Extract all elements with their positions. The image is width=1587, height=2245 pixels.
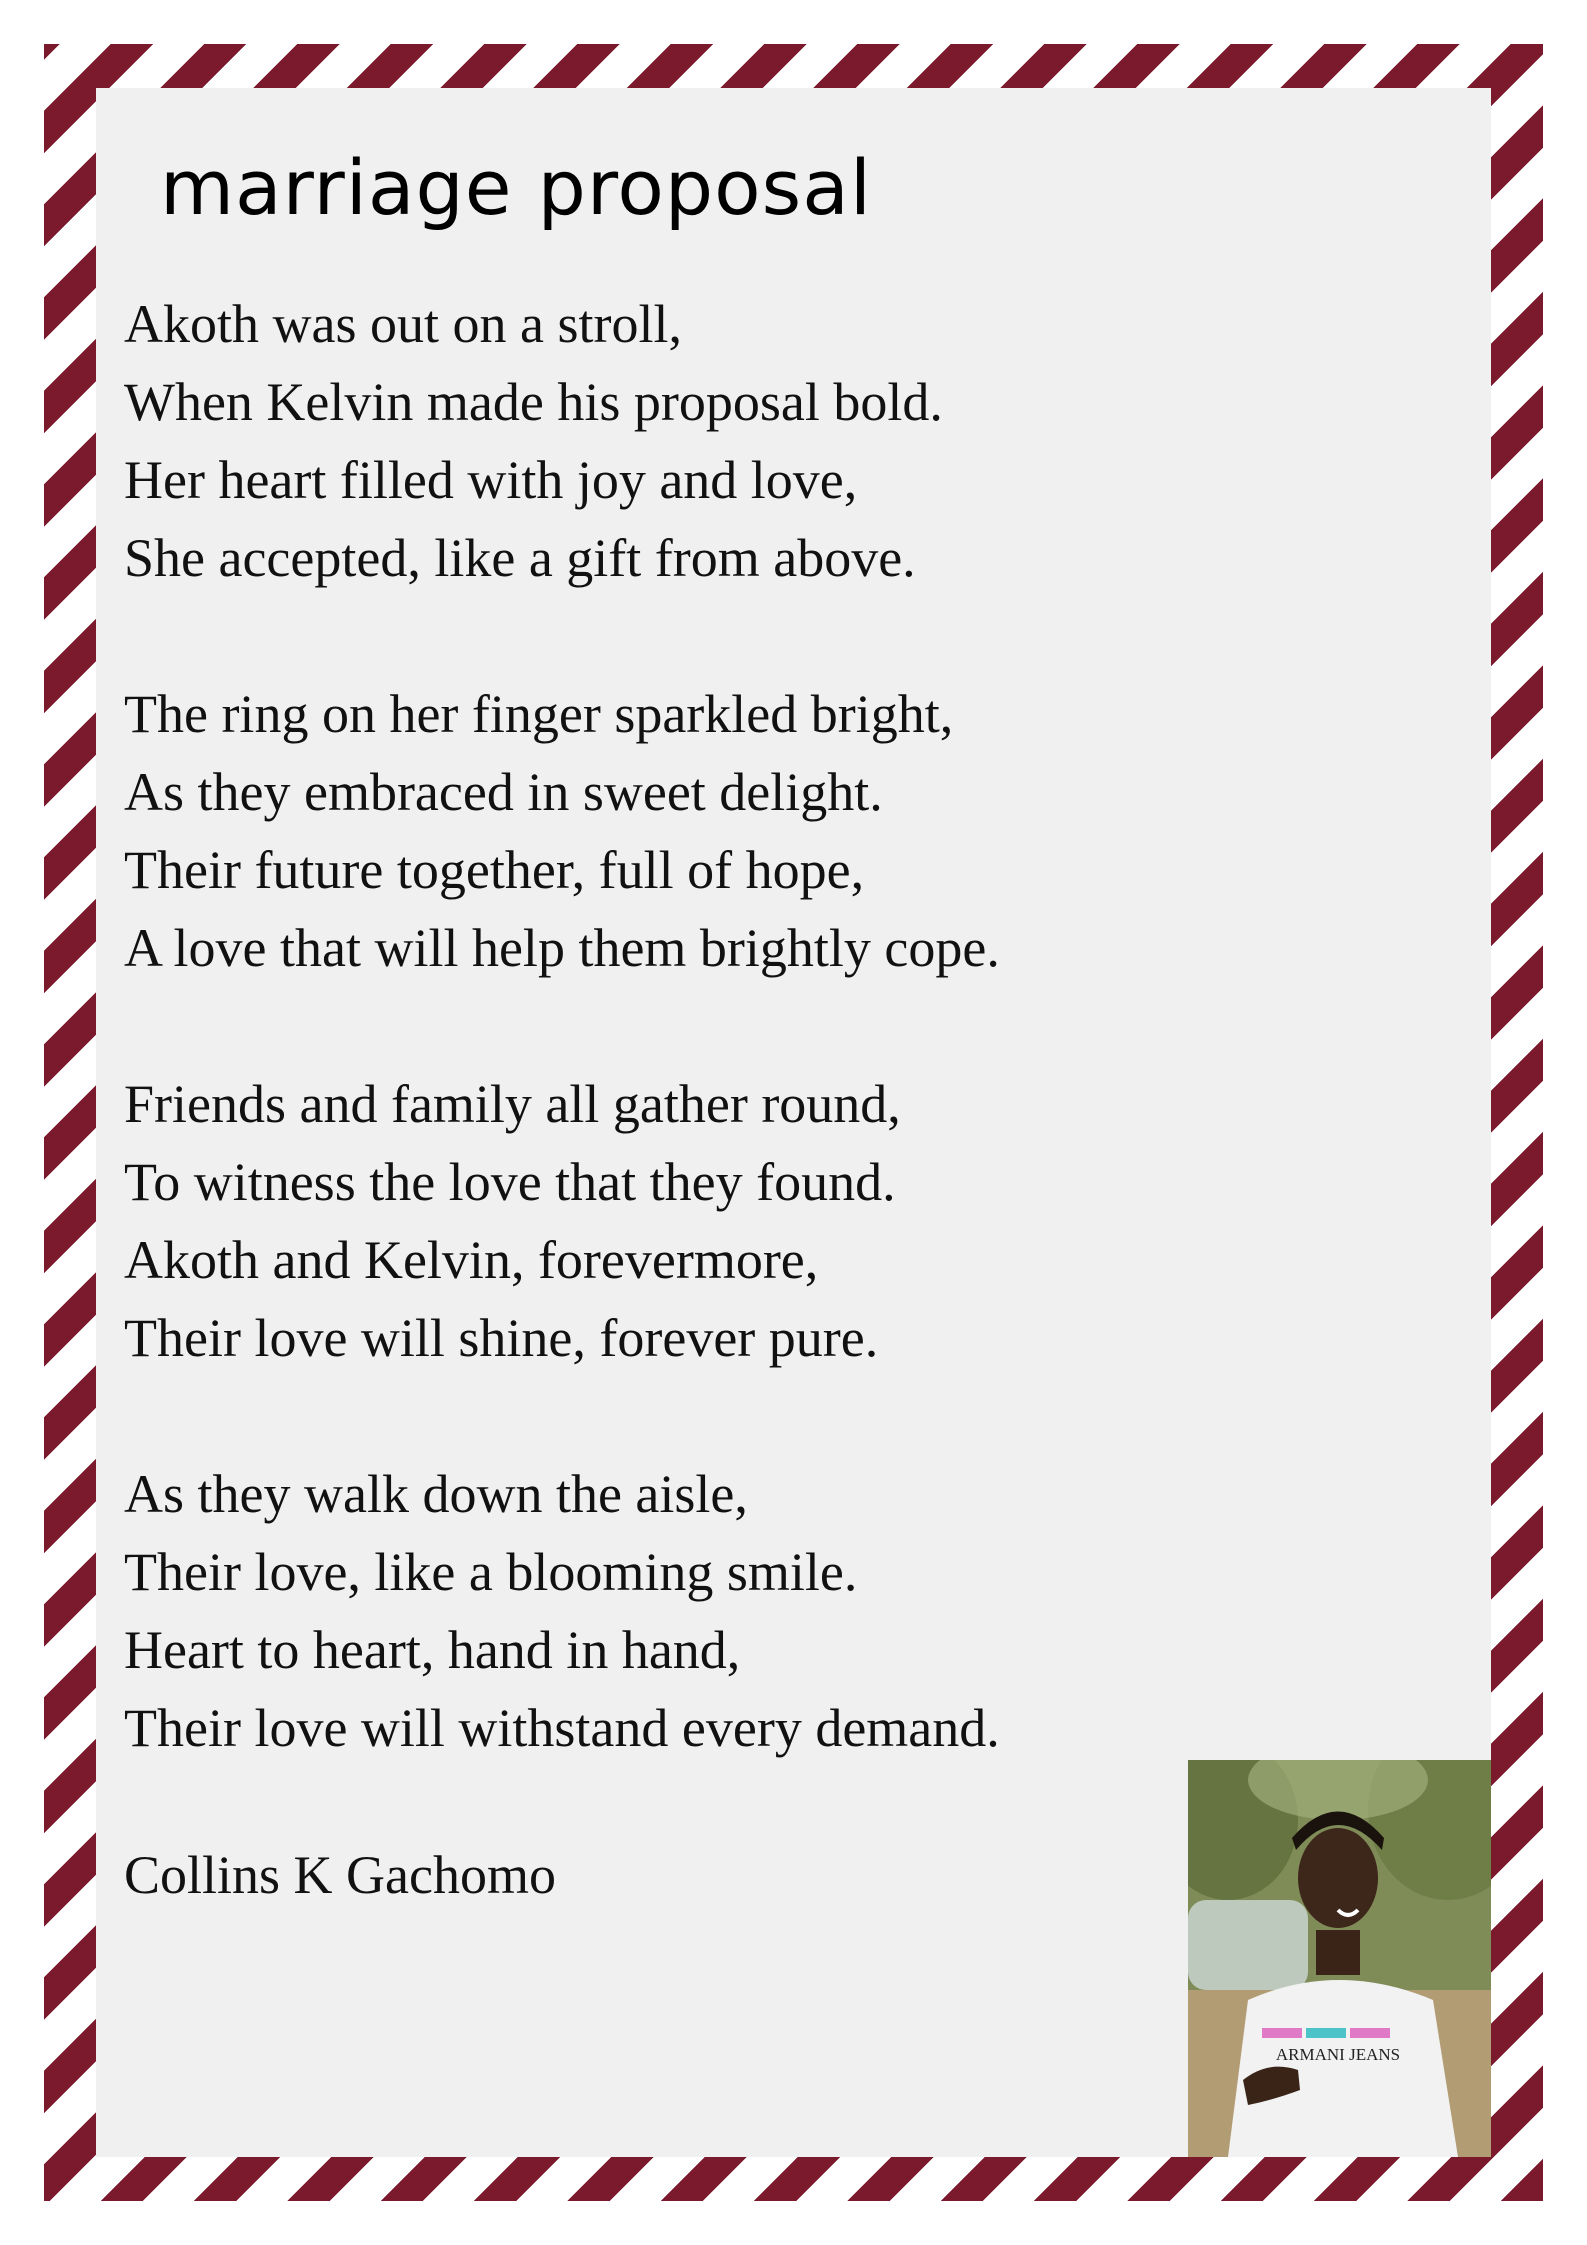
poem-title: marriage proposal [160,143,872,232]
author-photo-illustration [1188,1760,1491,2157]
poem-line: Their love will shine, forever pure. [124,1308,879,1368]
poem-line: Their love will withstand every demand. [124,1698,1000,1758]
poem-line: As they walk down the aisle, [124,1464,748,1524]
poem-body [124,285,1244,1845]
stanza-4 [124,1455,1244,1767]
poem-line: Heart to heart, hand in hand, [124,1620,741,1680]
poem-line: She accepted, like a gift from above. [124,528,916,588]
poem-line: Akoth and Kelvin, forevermore, [124,1230,819,1290]
author-photo [1188,1760,1491,2157]
poem-line: As they embraced in sweet delight. [124,762,883,822]
author-name: Collins K Gachomo [124,1845,556,1905]
poem-line: When Kelvin made his proposal bold. [124,372,943,432]
poem-line: The ring on her finger sparkled bright, [124,684,954,744]
poem-line: Her heart filled with joy and love, [124,450,858,510]
poem-line: Friends and family all gather round, [124,1074,901,1134]
stanza-1 [124,285,1244,597]
poem-line: A love that will help them brightly cope. [124,918,1000,978]
poem-line: To witness the love that they found. [124,1152,896,1212]
poem-line: Akoth was out on a stroll, [124,294,682,354]
stanza-2 [124,675,1244,987]
stanza-3 [124,1065,1244,1377]
shirt-print: ARMANI JEANS [1275,2045,1401,2064]
poem-line: Their love, like a blooming smile. [124,1542,858,1602]
poem-line: Their future together, full of hope, [124,840,865,900]
